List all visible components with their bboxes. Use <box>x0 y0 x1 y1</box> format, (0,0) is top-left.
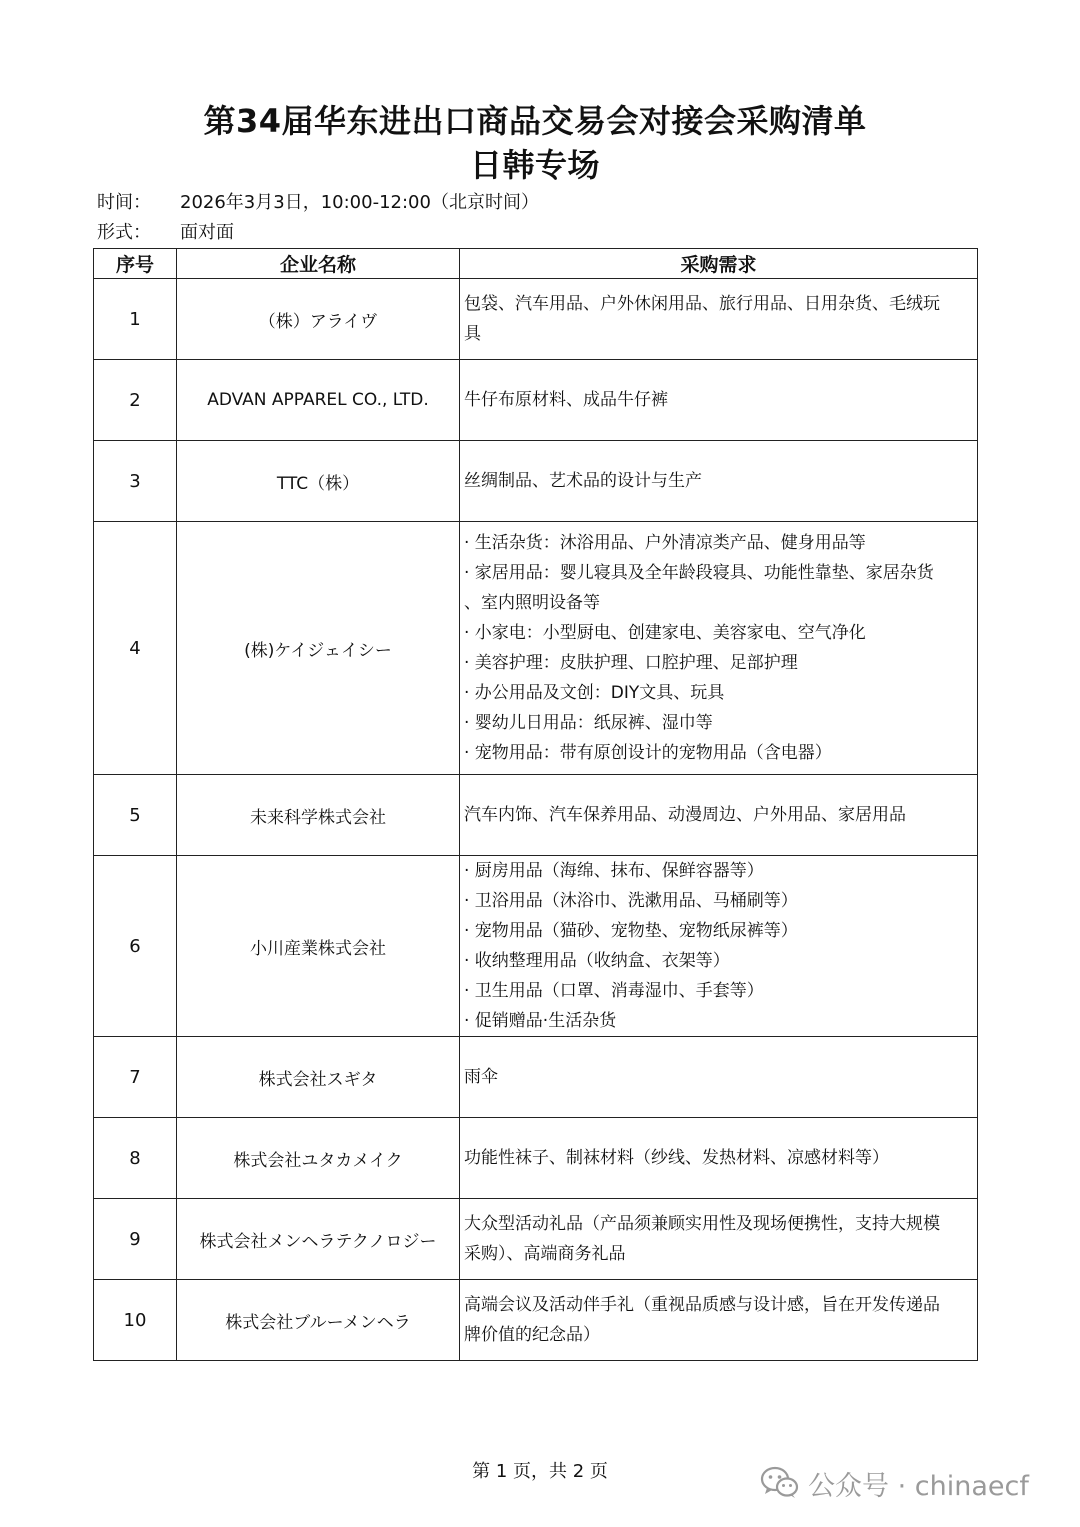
company-name: 小川産業株式会社 <box>177 856 460 1037</box>
watermark-text: 公众号 · chinaecf <box>808 1470 1029 1502</box>
demand-cell <box>460 775 978 856</box>
table-row <box>94 775 978 856</box>
row-number: 2 <box>94 360 177 441</box>
company-name: （株）アライヴ <box>177 279 460 360</box>
company-name: (株)ケイジェイシー <box>177 522 460 775</box>
page-number: 第 1 页，共 2 页 <box>472 1461 608 1482</box>
demand-line: · 美容护理：皮肤护理、口腔护理、足部护理 <box>464 653 798 673</box>
meta-time-row <box>97 190 539 216</box>
header-no: 序号 <box>94 249 177 279</box>
table-row <box>94 856 978 1037</box>
demand-line: 功能性袜子、制袜材料（纱线、发热材料、凉感材料等） <box>464 1148 889 1168</box>
table-row <box>94 1280 978 1361</box>
company-name: 株式会社メンヘラテクノロジー <box>177 1199 460 1280</box>
demand-line: · 家居用品：婴儿寝具及全年龄段寝具、功能性靠垫、家居杂货 <box>464 563 934 583</box>
wechat-icon <box>760 1466 800 1500</box>
demand-line: 、室内照明设备等 <box>464 593 600 613</box>
meta-form-value: 面对面 <box>180 222 234 243</box>
row-number: 3 <box>94 441 177 522</box>
demand-line: · 小家电：小型厨电、创建家电、美容家电、空气净化 <box>464 623 866 643</box>
demand-cell <box>460 1037 978 1118</box>
header-demand: 采购需求 <box>460 249 978 279</box>
table-header-row <box>94 249 978 279</box>
demand-line: 雨伞 <box>464 1067 498 1087</box>
table-row <box>94 522 978 775</box>
demand-line: · 收纳整理用品（收纳盒、衣架等） <box>464 951 730 971</box>
row-number: 7 <box>94 1037 177 1118</box>
table-row <box>94 360 978 441</box>
demand-line: · 促销赠品·生活杂货 <box>464 1011 617 1031</box>
demand-line: · 宠物用品：带有原创设计的宠物用品（含电器） <box>464 743 832 763</box>
demand-cell <box>460 856 978 1037</box>
demand-line: 大众型活动礼品（产品须兼顾实用性及现场便携性，支持大规模 <box>464 1214 940 1234</box>
meta-form-row <box>97 220 234 246</box>
company-name: 株式会社ユタカメイク <box>177 1118 460 1199</box>
demand-cell <box>460 279 978 360</box>
demand-cell <box>460 1118 978 1199</box>
row-number: 1 <box>94 279 177 360</box>
table-row <box>94 279 978 360</box>
demand-line: 采购）、高端商务礼品 <box>464 1244 626 1264</box>
row-number: 6 <box>94 856 177 1037</box>
demand-line: 牌价值的纪念品） <box>464 1325 600 1345</box>
table-row <box>94 1199 978 1280</box>
procurement-table <box>93 248 978 1361</box>
page-title: 第34届华东进出口商品交易会对接会采购清单 <box>203 102 867 140</box>
demand-line: · 生活杂货：沐浴用品、户外清凉类产品、健身用品等 <box>464 533 866 553</box>
company-name: 株式会社ブルーメンヘラ <box>177 1280 460 1361</box>
demand-cell <box>460 441 978 522</box>
demand-line: · 卫生用品（口罩、消毒湿巾、手套等） <box>464 981 764 1001</box>
demand-line: 牛仔布原材料、成品牛仔裤 <box>464 390 668 410</box>
watermark <box>760 1463 1029 1503</box>
demand-line: 高端会议及活动伴手礼（重视品质感与设计感，旨在开发传递品 <box>464 1295 940 1315</box>
meta-time-value: 2026年3月3日，10:00-12:00（北京时间） <box>180 192 539 213</box>
row-number: 4 <box>94 522 177 775</box>
table-row <box>94 441 978 522</box>
row-number: 5 <box>94 775 177 856</box>
demand-line: · 厨房用品（海绵、抹布、保鲜容器等） <box>464 861 764 881</box>
company-name: 株式会社スギタ <box>177 1037 460 1118</box>
table-row <box>94 1118 978 1199</box>
company-name: 未来科学株式会社 <box>177 775 460 856</box>
row-number: 9 <box>94 1199 177 1280</box>
demand-line: · 宠物用品（猫砂、宠物垫、宠物纸尿裤等） <box>464 921 798 941</box>
demand-cell <box>460 1199 978 1280</box>
demand-cell <box>460 360 978 441</box>
demand-line: 汽车内饰、汽车保养用品、动漫周边、户外用品、家居用品 <box>464 805 906 825</box>
meta-time-label: 时间： <box>97 192 151 213</box>
company-name: TTC（株） <box>177 441 460 522</box>
demand-line: 包袋、汽车用品、户外休闲用品、旅行用品、日用杂货、毛绒玩 <box>464 294 940 314</box>
company-name: ADVAN APPAREL CO., LTD. <box>177 360 460 441</box>
row-number: 10 <box>94 1280 177 1361</box>
demand-line: · 婴幼儿日用品：纸尿裤、湿巾等 <box>464 713 713 733</box>
demand-line: 具 <box>464 324 481 344</box>
demand-cell <box>460 1280 978 1361</box>
demand-line: · 办公用品及文创：DIY文具、玩具 <box>464 683 725 703</box>
demand-cell <box>460 522 978 775</box>
table-body <box>94 279 978 1361</box>
page-subtitle: 日韩专场 <box>469 146 600 184</box>
row-number: 8 <box>94 1118 177 1199</box>
header-company: 企业名称 <box>177 249 460 279</box>
table-row <box>94 1037 978 1118</box>
demand-line: 丝绸制品、艺术品的设计与生产 <box>464 471 702 491</box>
meta-form-label: 形式： <box>97 222 151 243</box>
demand-line: · 卫浴用品（沐浴巾、洗漱用品、马桶刷等） <box>464 891 798 911</box>
